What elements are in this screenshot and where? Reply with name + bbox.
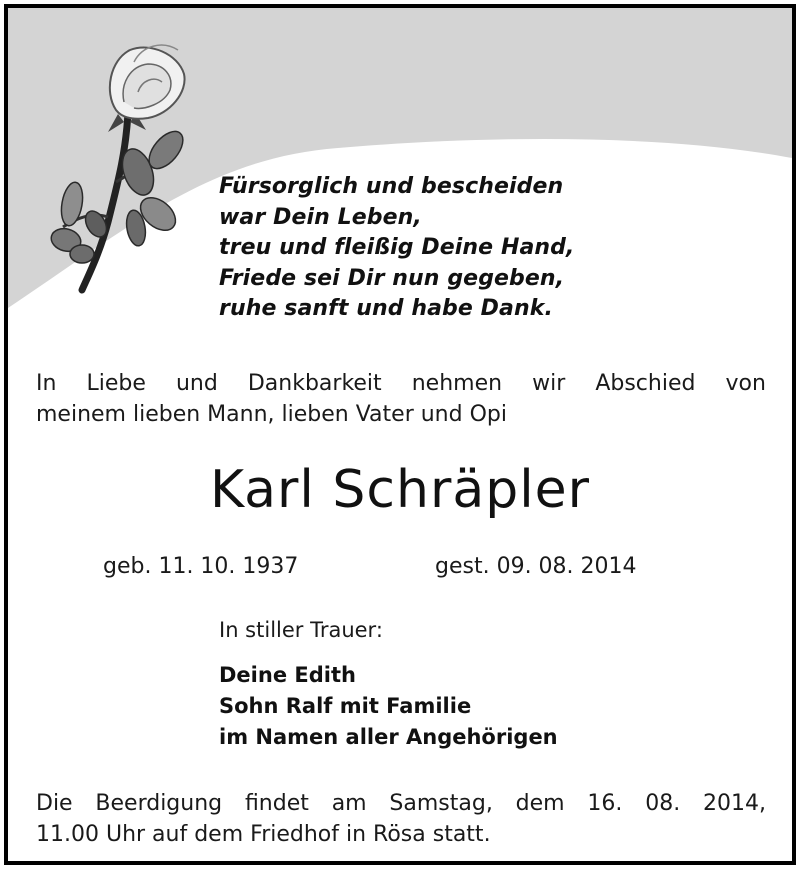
family-line: im Namen aller Angehörigen — [219, 725, 558, 749]
poem-line: war Dein Leben, — [219, 204, 422, 230]
obituary-card — [4, 4, 796, 865]
funeral-word: 16. — [587, 791, 623, 816]
family-list — [219, 660, 558, 753]
intro-text — [36, 368, 766, 430]
intro-word: wir — [532, 371, 566, 396]
death-date: gest. 09. 08. 2014 — [435, 554, 637, 579]
funeral-word: findet — [244, 791, 309, 816]
poem — [219, 172, 574, 325]
intro-word: Liebe — [86, 371, 146, 396]
intro-word: Dankbarkeit — [247, 371, 382, 396]
funeral-word: 08. — [645, 791, 681, 816]
rose-icon — [38, 32, 198, 302]
funeral-word: am — [331, 791, 367, 816]
poem-line: Friede sei Dir nun gegeben, — [219, 265, 565, 291]
funeral-word: dem — [515, 791, 565, 816]
birth-date: geb. 11. 10. 1937 — [103, 554, 299, 579]
intro-word: nehmen — [411, 371, 503, 396]
funeral-info — [36, 788, 766, 850]
funeral-word: 2014, — [703, 791, 766, 816]
family-line: Sohn Ralf mit Familie — [219, 694, 472, 718]
funeral-word: Die — [36, 791, 73, 816]
intro-word: Abschied — [595, 371, 696, 396]
poem-line: treu und fleißig Deine Hand, — [219, 235, 575, 260]
funeral-word: Beerdigung — [95, 791, 223, 816]
poem-line: Fürsorglich und bescheiden — [219, 174, 564, 199]
intro-word: von — [725, 371, 766, 396]
intro-word: und — [175, 371, 218, 396]
poem-line: ruhe sanft und habe Dank. — [219, 296, 553, 321]
family-line: Deine Edith — [219, 663, 356, 687]
deceased-name: Karl Schräpler — [209, 460, 591, 520]
intro-line-1 — [36, 368, 766, 399]
funeral-line-2: 11.00 Uhr auf dem Friedhof in Rösa statt. — [36, 822, 491, 847]
intro-line-2: meinem lieben Mann, lieben Vater und Opi — [36, 402, 507, 427]
mourning-label: In stiller Trauer: — [219, 618, 383, 642]
funeral-line-1 — [36, 788, 766, 819]
funeral-word: Samstag, — [389, 791, 493, 816]
intro-word: In — [36, 371, 57, 396]
